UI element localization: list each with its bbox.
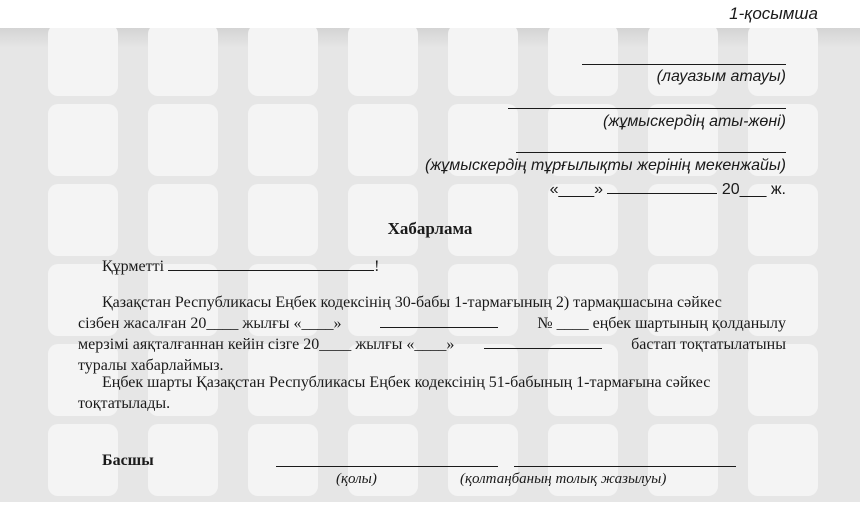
background-tile — [348, 28, 418, 96]
employee-name-caption: (жұмыскердің аты-жөні) — [603, 113, 786, 130]
salutation-word: Құрметті — [102, 258, 165, 275]
background-tile — [248, 28, 318, 96]
notice-paragraph-1 — [78, 292, 786, 376]
document-title: Хабарлама — [387, 219, 473, 238]
background-tile — [748, 424, 818, 496]
employee-name-line — [508, 94, 786, 114]
background-tile — [48, 28, 118, 96]
salutation — [102, 256, 810, 277]
position-caption: (лауазым атауы) — [656, 68, 786, 85]
notice-paragraph-2 — [78, 372, 786, 414]
paragraph-1-line-4: туралы хабарлаймыз. — [78, 357, 224, 374]
paragraph-1-line-1: Қазақстан Республикасы Еңбек кодексінің 30-бабы 1-тармағының 2) тармақшасына сәйкес — [102, 294, 722, 311]
salutation-name-line — [168, 256, 374, 271]
paragraph-2-line-1: Еңбек шарты Қазақстан Республикасы Еңбек кодексінің 51-бабының 1-тармағына сәйкес — [102, 374, 711, 391]
address-caption: (жұмыскердің тұрғылықты жерінің мекенжайы) — [424, 157, 786, 174]
header-date — [550, 179, 786, 199]
background-tile — [448, 28, 518, 96]
signature-label: Басшы — [102, 452, 154, 469]
signature-name-line — [514, 452, 736, 472]
annex-label: 1-қосымша — [729, 4, 818, 23]
background-tile — [148, 104, 218, 176]
date-year: 20___ ж. — [721, 181, 786, 198]
salutation-end: ! — [374, 258, 380, 275]
paragraph-1-line-2: сізбен жасалған 20____ жылғы «____» № ____ еңбек шартының қолданылу — [78, 315, 786, 332]
date-day: «____» — [549, 181, 603, 198]
signature-name-caption: (қолтаңбаның толық жазылуы) — [460, 471, 667, 487]
position-line — [582, 50, 786, 70]
background-tile — [148, 28, 218, 96]
paragraph-2-line-2: тоқтатылады. — [78, 395, 171, 412]
background-tile — [348, 104, 418, 176]
background-tile — [148, 424, 218, 496]
background-tile — [48, 104, 118, 176]
signature-line — [276, 452, 498, 472]
paragraph-1-line-3: мерзімі аяқталғаннан кейін сізге 20____ жылғы «____» бастап тоқтатылатыны — [78, 336, 786, 353]
address-line — [516, 138, 786, 158]
date-month-line — [607, 179, 717, 194]
background-tile — [248, 104, 318, 176]
signature-caption: (қолы) — [336, 471, 377, 487]
